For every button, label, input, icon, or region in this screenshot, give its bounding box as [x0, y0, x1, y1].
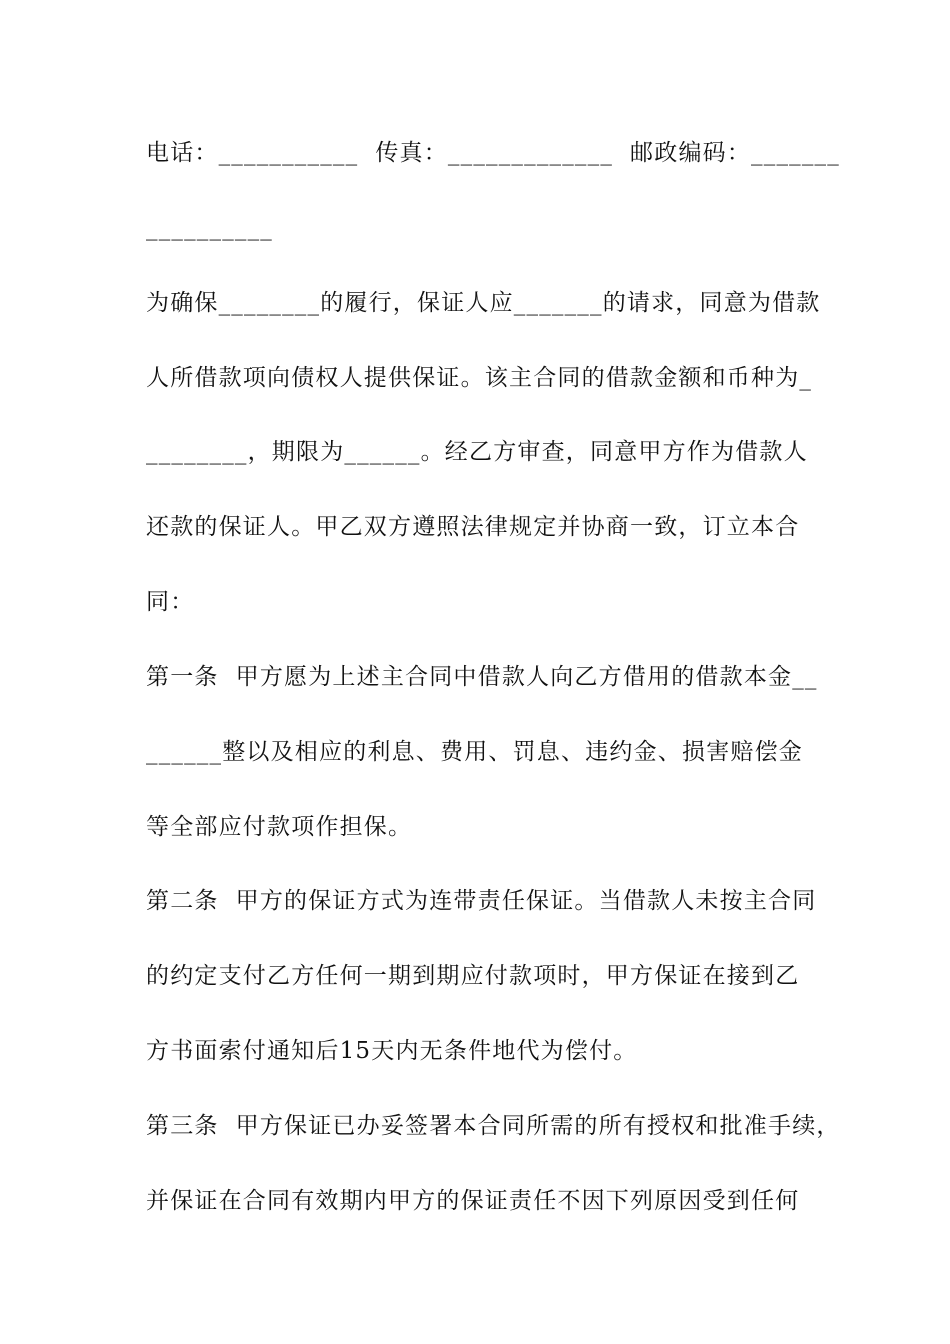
- paragraph-line: 还款的保证人。甲乙双方遵照法律规定并协商一致，订立本合: [146, 514, 800, 540]
- article-one-line: 第一条 甲方愿为上述主合同中借款人向乙方借用的借款本金__: [146, 664, 818, 690]
- article-three-line: 并保证在合同有效期内甲方的保证责任不因下列原因受到任何: [146, 1188, 800, 1214]
- article-three-line: 第三条 甲方保证已办妥签署本合同所需的所有授权和批准手续，: [146, 1113, 841, 1139]
- paragraph-line: 人所借款项向债权人提供保证。该主合同的借款金额和币种为_: [146, 365, 813, 391]
- article-two-line: 方书面索付通知后15天内无条件地代为偿付。: [146, 1038, 638, 1064]
- article-one-line: 等全部应付款项作担保。: [146, 814, 413, 840]
- paragraph-line: 同：: [146, 589, 195, 615]
- article-two-line: 第二条 甲方的保证方式为连带责任保证。当借款人未按主合同: [146, 888, 817, 914]
- paragraph-line: ________，期限为______。经乙方审查，同意甲方作为借款人: [146, 439, 808, 465]
- article-one-line: ______整以及相应的利息、费用、罚息、违约金、损害赔偿金: [146, 739, 803, 765]
- postal-code-blank-line: __________: [146, 215, 273, 241]
- paragraph-line: 为确保________的履行，保证人应_______的请求，同意为借款: [146, 290, 821, 316]
- article-two-line: 的约定支付乙方任何一期到期应付款项时，甲方保证在接到乙: [146, 963, 800, 989]
- contact-line: 电话：___________ 传真：_____________ 邮政编码：_______: [146, 140, 840, 166]
